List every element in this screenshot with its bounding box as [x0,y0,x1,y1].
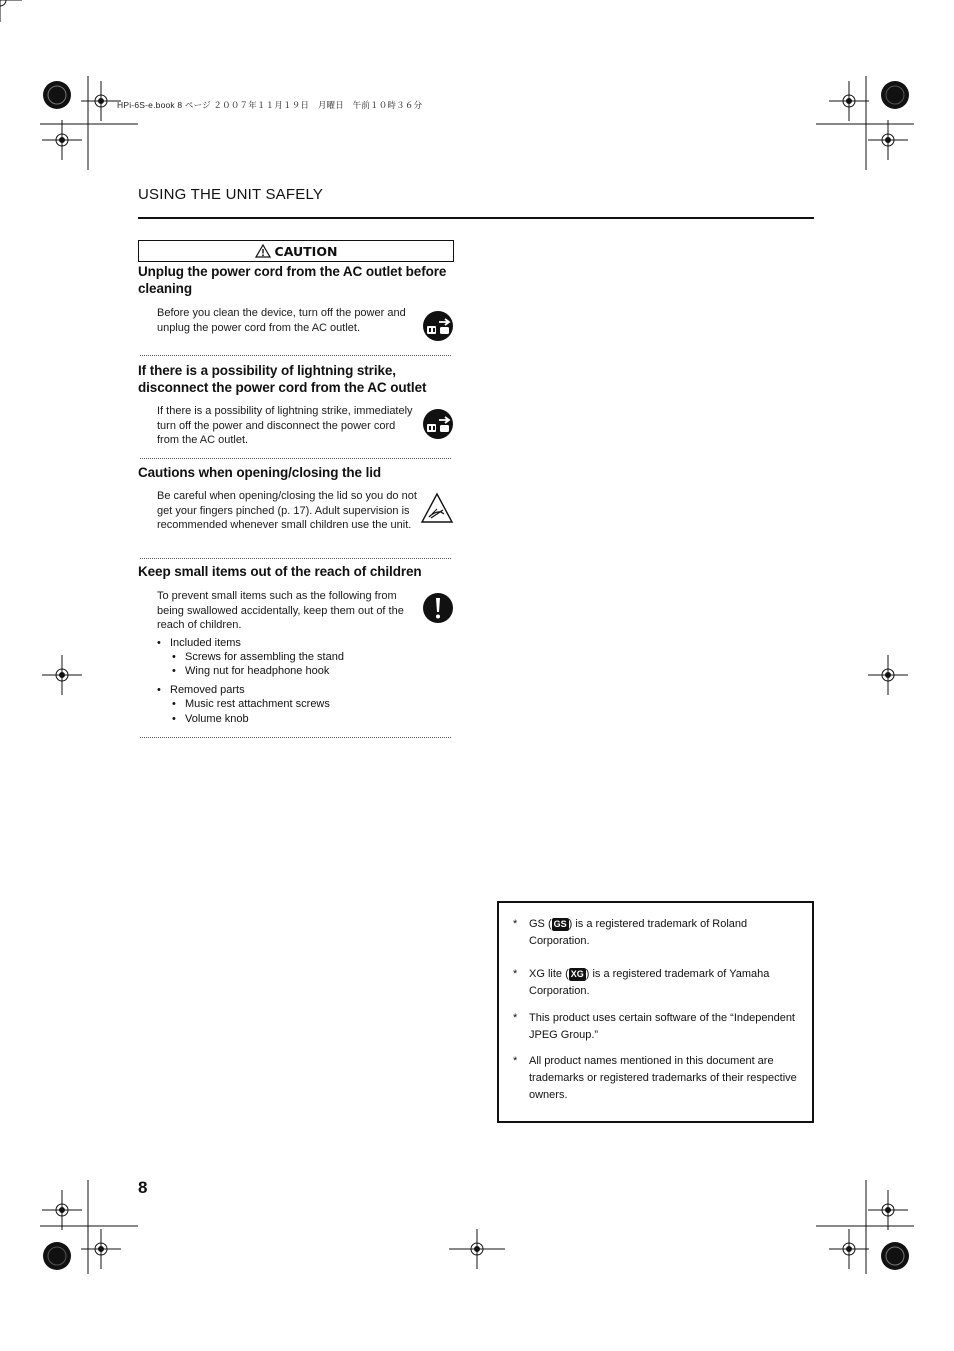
list-subitem: • Music rest attachment screws [172,698,330,710]
trademark-text: ) is a registered trademark of Yamaha Corporation. [529,968,770,997]
trademark-box [497,901,814,1123]
section-body: To prevent small items such as the following from being swallowed accidentally, keep them out of the reach of children. [157,590,404,631]
finger-pinch-warning-icon [420,492,454,524]
warning-triangle-icon [255,244,271,258]
section-body: Be careful when opening/closing the lid so you do not get your fingers pinched (p. 17). Adult supervision is recommended whenever small children use the unit. [157,490,417,531]
exclamation-icon [422,592,454,624]
section-heading: If there is a possibility of lightning strike, disconnect the power cord from the AC outlet [138,363,427,395]
caution-label: CAUTION [274,243,338,259]
section-body: If there is a possibility of lightning strike, immediately turn off the power and disconnect the power cord from the AC outlet. [157,405,413,446]
gs-logo-icon: GS [553,918,567,929]
unplug-icon [422,408,454,440]
list-item: • Removed parts [157,684,245,696]
trademark-text: All product names mentioned in this document are trademarks or registered trademarks of their respective owners. [529,1055,797,1101]
section-divider [140,558,451,559]
list-item: • Included items [157,637,241,649]
xg-lite-logo-icon: XG [570,968,584,979]
trademark-text: ) is a registered trademark of Roland Corporation. [529,918,748,947]
trademark-prefix: GS ( [529,918,552,930]
section-body: Before you clean the device, turn off the power and unplug the power cord from the AC outlet. [157,307,406,334]
section-heading: Unplug the power cord from the AC outlet before cleaning [138,264,447,296]
page-number: 8 [138,1178,148,1197]
section-divider [140,458,451,459]
list-subitem: • Volume knob [172,713,249,725]
section-heading: Cautions when opening/closing the lid [138,465,382,480]
trademark-item: * GS ( GS ) is a registered trademark of Roland Corporation. [513,918,748,947]
list-subitem-label: Wing nut for headphone hook [185,665,330,677]
book-meta-header: HPi-6S-e.book 8 ページ ２００７年１１月１９日 月曜日 午前１０時３６分 [117,100,423,110]
section-divider [140,737,451,738]
list-subitem-label: Music rest attachment screws [185,698,330,710]
list-subitem-label: Screws for assembling the stand [185,651,344,663]
trademark-prefix: XG lite ( [529,968,569,980]
section-divider [140,355,451,356]
list-subitem: • Wing nut for headphone hook [172,665,330,677]
unplug-icon [422,310,454,342]
trademark-item: * This product uses certain software of the “Independent JPEG Group.” [513,1010,798,1044]
section-heading: Keep small items out of the reach of children [138,564,422,579]
list-item-label: Removed parts [170,684,245,696]
trademark-text: This product uses certain software of the “Independent JPEG Group.” [529,1012,795,1041]
list-item-label: Included items [170,637,241,649]
trademark-item: * All product names mentioned in this document are trademarks or registered trademarks of their respective owners. [513,1053,798,1104]
title-rule [138,217,814,219]
section-title: USING THE UNIT SAFELY [138,186,324,203]
list-subitem: • Screws for assembling the stand [172,651,344,663]
caution-banner [138,240,454,262]
list-subitem-label: Volume knob [185,713,249,725]
trademark-item: * XG lite ( XG ) is a registered trademark of Yamaha Corporation. [513,968,770,997]
